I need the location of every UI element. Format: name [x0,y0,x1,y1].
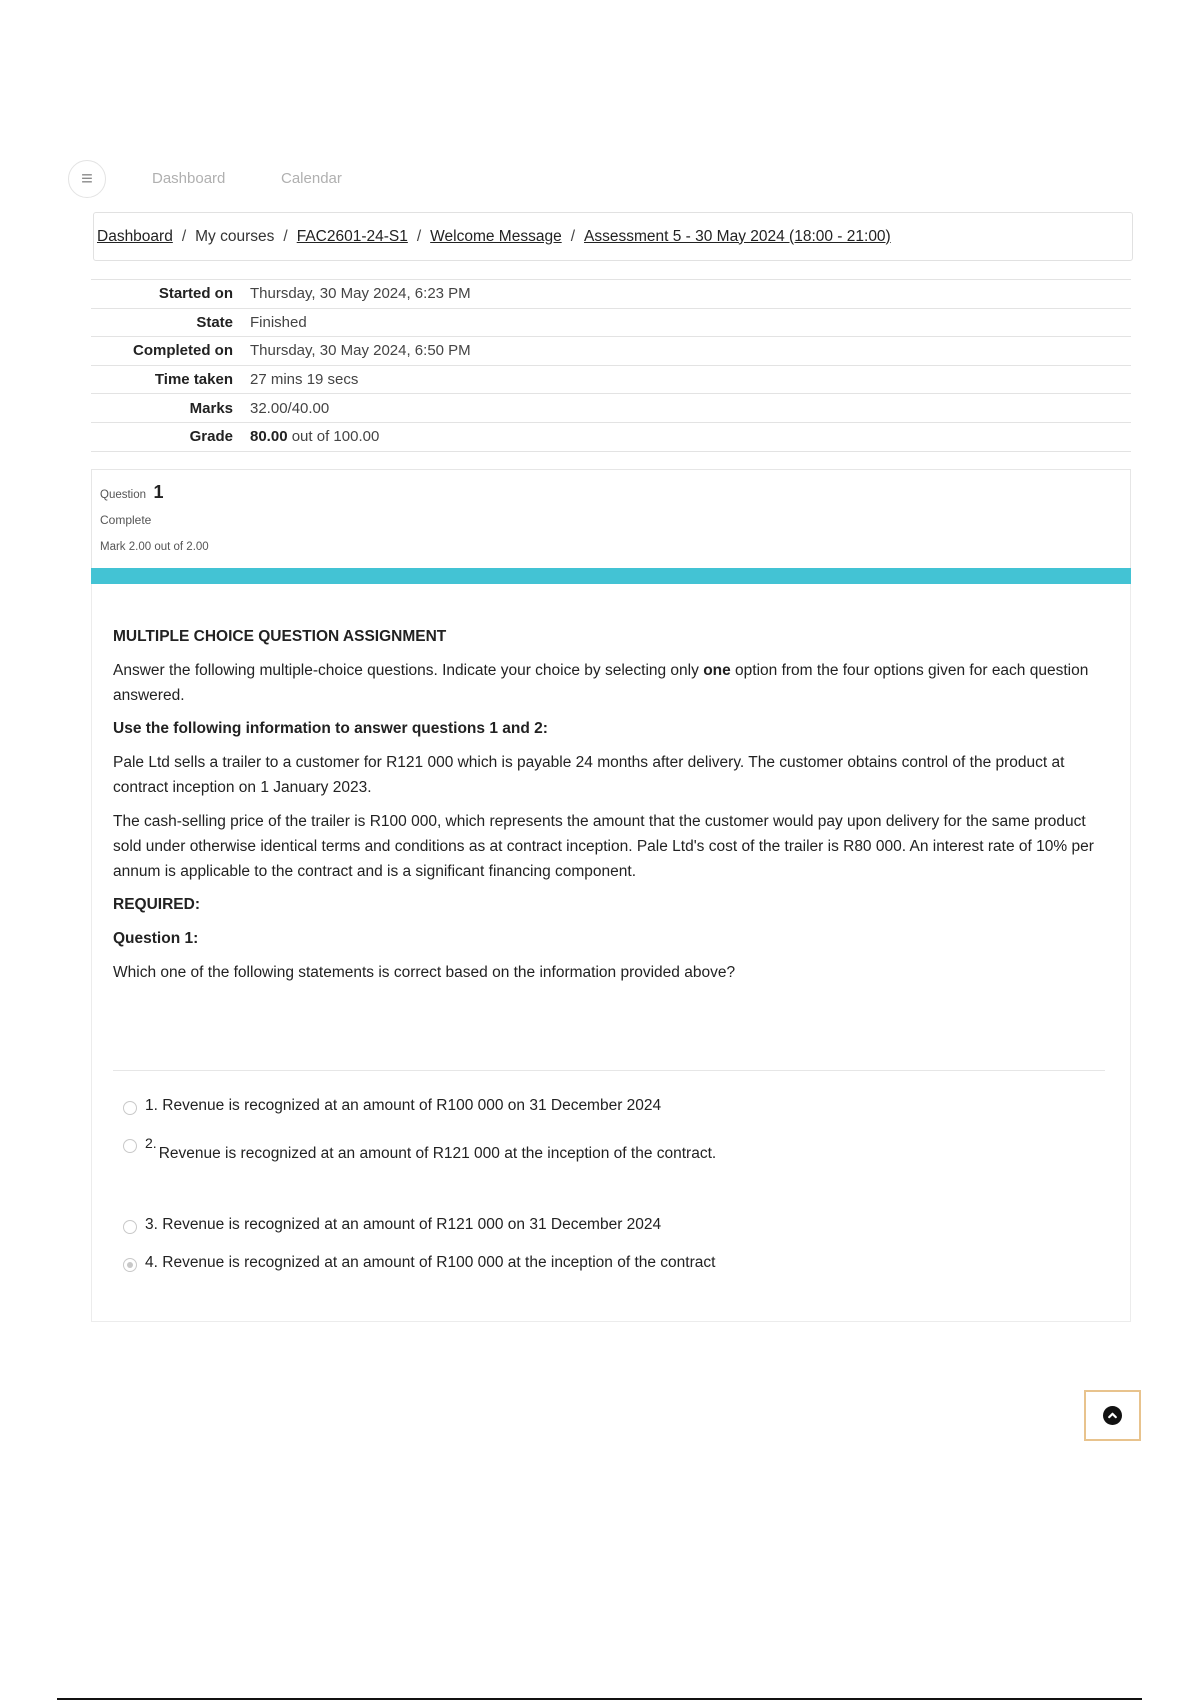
question-mark: Mark 2.00 out of 2.00 [100,541,209,553]
required-label: REQUIRED: [113,896,200,913]
nav-link-calendar[interactable]: Calendar [281,170,342,187]
summary-label: State [196,313,233,331]
summary-value: Finished [250,313,307,331]
summary-value: 27 mins 19 secs [250,371,359,389]
hamburger-icon: ≡ [81,168,93,190]
breadcrumb [93,212,1133,261]
question-accent-bar [91,568,1131,584]
question-number: 1 [153,482,164,502]
summary-label: Time taken [154,371,233,389]
radio-button[interactable] [123,1220,137,1234]
option-text: Revenue is recognized at an amount of R100 000 on 31 December 2024 [162,1097,662,1114]
breadcrumb-separator: / [181,227,187,245]
instructions-text: Answer the following multiple-choice questions. Indicate your choice by selecting only [113,662,704,679]
breadcrumb-my-courses: My courses [195,227,275,245]
summary-row [91,337,1131,366]
question-prompt: Which one of the following statements is correct based on the information provided above? [113,964,736,981]
info-paragraph: Pale Ltd sells a trailer to a customer for R121 000 which is payable 24 months after delivery. The customer obtains control of the product at contract inception on 1 January 2023. [113,754,1065,796]
summary-label: Grade [189,428,233,446]
breadcrumb-separator: / [570,227,575,245]
nav-link-dashboard[interactable]: Dashboard [152,170,226,187]
summary-value: Thursday, 30 May 2024, 6:50 PM [250,342,471,360]
answer-option-1[interactable] [123,1097,661,1115]
breadcrumb-assessment[interactable]: Assessment 5 - 30 May 2024 (18:00 - 21:00) [584,227,891,245]
info-paragraph: The cash-selling price of the trailer is R100 000, which represents the amount that the customer would pay upon delivery for the same product sold under otherwise identical terms and conditions as at contract inception. Pale Ltd's cost of the trailer is R80 000. An interest rate of 10% per annum is applicable to the contract and is a significant financing component. [113,813,1094,880]
summary-label: Marks [189,399,233,417]
answer-option-4[interactable] [123,1254,715,1272]
summary-label: Completed on [133,342,233,360]
summary-row [91,308,1131,337]
option-text: Revenue is recognized at an amount of R121 000 at the inception of the contract. [158,1145,717,1162]
option-number: 1. [145,1097,158,1114]
instructions-text: option from the four options given for each question answered. [113,662,1089,704]
grade-score: 80.00 [250,428,288,446]
breadcrumb-dashboard[interactable]: Dashboard [97,227,173,245]
question-subheading: Question 1: [113,930,199,947]
summary-row [91,394,1131,423]
summary-value: Thursday, 30 May 2024, 6:23 PM [250,285,471,303]
grade-out-of: out of 100.00 [291,428,380,446]
breadcrumb-separator: / [283,227,288,245]
option-text: Revenue is recognized at an amount of R121 000 on 31 December 2024 [162,1216,662,1233]
summary-row [91,280,1131,309]
question-state: Complete [100,513,152,527]
question-info [91,469,1131,568]
option-number: 2. [145,1135,157,1151]
summary-value: 32.00/40.00 [250,399,330,417]
option-text: Revenue is recognized at an amount of R100 000 at the inception of the contract [162,1254,716,1271]
breadcrumb-course[interactable]: FAC2601-24-S1 [296,227,408,245]
back-to-top-button[interactable] [1084,1390,1141,1441]
summary-grade-value [250,422,1131,451]
radio-button[interactable] [123,1139,137,1153]
summary-row [91,365,1131,394]
breadcrumb-welcome-message[interactable]: Welcome Message [430,227,562,245]
info-heading: Use the following information to answer questions 1 and 2: [113,720,548,737]
radio-button[interactable] [123,1101,137,1115]
chevron-up-circle-icon [1103,1406,1122,1425]
question-label: Question [100,489,147,501]
instructions-emphasis: one [703,662,731,679]
summary-row-grade [91,422,1131,451]
breadcrumb-separator: / [416,227,422,245]
question-instructions [113,658,1113,708]
answer-option-2[interactable] [123,1135,716,1163]
radio-button-selected[interactable] [123,1258,137,1272]
answer-option-3[interactable] [123,1216,661,1234]
menu-toggle-button[interactable] [68,160,106,198]
summary-label: Started on [158,285,233,303]
answer-divider [113,1070,1105,1071]
question-title: MULTIPLE CHOICE QUESTION ASSIGNMENT [113,628,447,645]
attempt-summary-table [91,279,1131,452]
option-number: 4. [145,1254,158,1271]
option-number: 3. [145,1216,158,1233]
